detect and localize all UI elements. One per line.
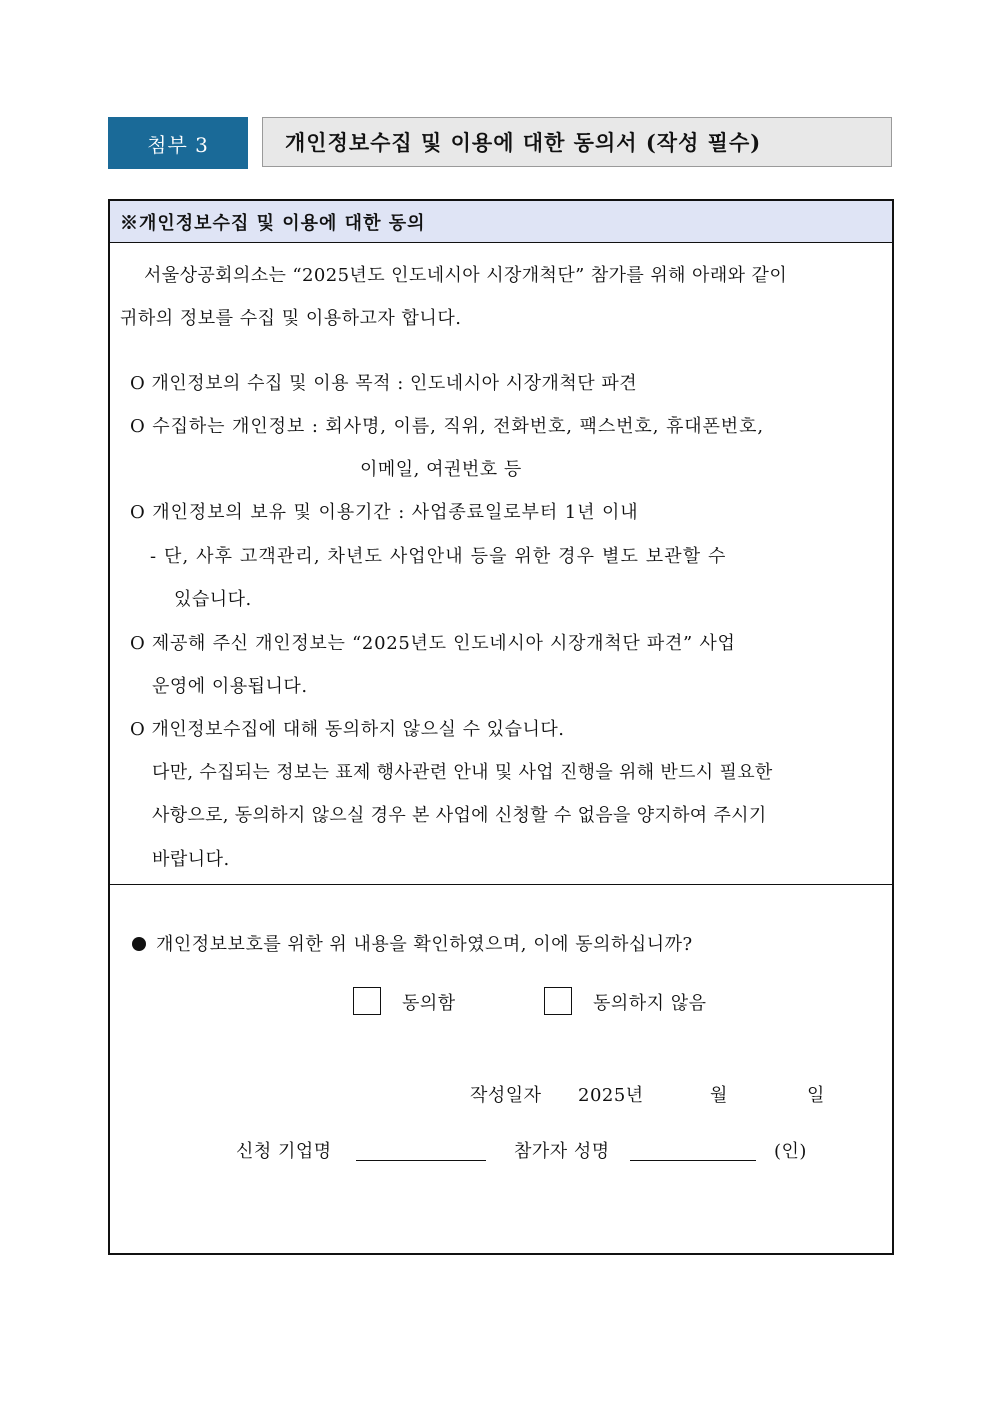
section-heading: ※개인정보수집 및 이용에 대한 동의 — [110, 201, 892, 243]
consent-question: 개인정보보호를 위한 위 내용을 확인하였으며, 이에 동의하십니까? — [156, 934, 693, 955]
date-year: 2025년 — [578, 1085, 644, 1106]
item-retention: O 개인정보의 보유 및 이용기간 : 사업종료일로부터 1년 이내 — [130, 502, 639, 523]
disagree-checkbox[interactable] — [544, 987, 572, 1015]
item-collected-info-cont: 이메일, 여권번호 등 — [360, 459, 522, 480]
item-usage-cont: 운영에 이용됩니다. — [152, 676, 308, 697]
item-collected-info: O 수집하는 개인정보 : 회사명, 이름, 직위, 전화번호, 팩스번호, 휴대폰번호, — [130, 416, 765, 437]
intro-line-1: 서울상공회의소는 “2025년도 인도네시아 시장개척단” 참가를 위해 아래와 같이 — [144, 265, 788, 286]
date-month: 월 — [710, 1085, 728, 1106]
item-usage: O 제공해 주신 개인정보는 “2025년도 인도네시아 시장개척단 파견” 사업 — [130, 633, 736, 654]
item-refusal-detail-1: 다만, 수집되는 정보는 표제 행사관련 안내 및 사업 진행을 위해 반드시 필요한 — [152, 762, 773, 783]
item-retention-note: - 단, 사후 고객관리, 차년도 사업안내 등을 위한 경우 별도 보관할 수 — [150, 546, 727, 567]
attachment-tag: 첨부 3 — [108, 117, 248, 169]
item-refusal-detail-2: 사항으로, 동의하지 않으실 경우 본 사업에 신청할 수 없음을 양지하여 주시기 — [152, 805, 767, 826]
participant-name-field[interactable] — [630, 1159, 756, 1161]
item-refusal: O 개인정보수집에 대해 동의하지 않으실 수 있습니다. — [130, 719, 565, 740]
section-divider — [110, 884, 892, 885]
company-name-field[interactable] — [356, 1159, 486, 1161]
agree-label: 동의함 — [402, 993, 456, 1014]
item-refusal-detail-3: 바랍니다. — [152, 849, 230, 870]
item-retention-note-cont: 있습니다. — [174, 589, 252, 610]
date-label: 작성일자 — [470, 1085, 542, 1106]
intro-line-2: 귀하의 정보를 수집 및 이용하고자 합니다. — [120, 308, 462, 329]
agree-checkbox[interactable] — [353, 987, 381, 1015]
document-title: 개인정보수집 및 이용에 대한 동의서 (작성 필수) — [262, 117, 892, 167]
bullet-icon — [132, 937, 146, 951]
disagree-label: 동의하지 않음 — [593, 993, 707, 1014]
participant-label: 참가자 성명 — [514, 1141, 610, 1162]
item-purpose: O 개인정보의 수집 및 이용 목적 : 인도네시아 시장개척단 파견 — [130, 373, 638, 394]
consent-question-row — [132, 930, 693, 956]
company-label: 신청 기업명 — [236, 1141, 332, 1162]
seal-mark: (인) — [774, 1141, 807, 1162]
consent-form — [108, 199, 894, 1255]
date-day: 일 — [807, 1085, 825, 1106]
